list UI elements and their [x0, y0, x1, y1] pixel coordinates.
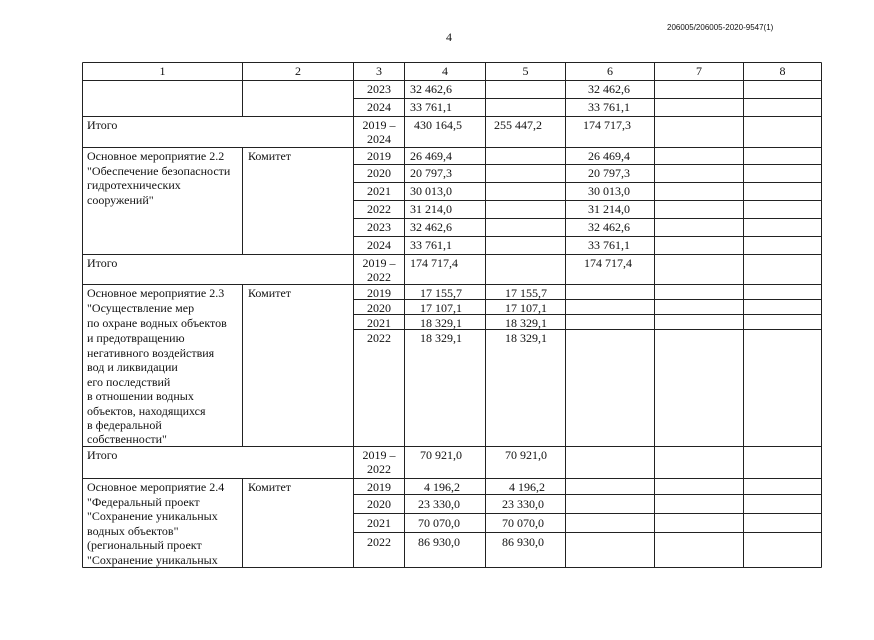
- value-cell: 18 329,1: [420, 331, 462, 345]
- measure-title: водных объектов": [87, 523, 179, 538]
- value-cell: 23 330,0: [502, 497, 544, 511]
- measure-title: в федеральной: [87, 418, 162, 432]
- measure-title: "Федеральный проект: [87, 494, 200, 509]
- value-cell: 174 717,4: [584, 256, 632, 270]
- year-cell: 2023: [367, 220, 391, 234]
- value-cell: 31 214,0: [588, 202, 630, 216]
- year-cell: 2024: [367, 238, 391, 252]
- measure-title: Основное мероприятие 2.4: [87, 480, 225, 494]
- value-cell: 17 155,7: [505, 286, 547, 300]
- header-col-8: 8: [779, 64, 786, 78]
- measure-title: "Обеспечение безопасности: [87, 163, 231, 178]
- year-cell: 2021: [367, 316, 391, 330]
- value-cell: 86 930,0: [502, 535, 544, 549]
- year-cell: 2022: [367, 202, 391, 216]
- measure-title: вод и ликвидации: [87, 360, 178, 374]
- measure-title: его последствий: [87, 374, 171, 389]
- executor-cell: Комитет: [248, 149, 292, 163]
- measure-title: Основное мероприятие 2.3: [87, 286, 225, 300]
- year-cell: 2021: [367, 184, 391, 198]
- year-cell: 2022: [367, 331, 391, 345]
- value-cell: 17 107,1: [505, 301, 547, 315]
- header-col-3: 3: [376, 64, 382, 78]
- period-start: 2019 –: [362, 118, 396, 132]
- year-cell: 2019: [367, 149, 391, 163]
- value-cell: 23 330,0: [418, 497, 460, 511]
- value-cell: 4 196,2: [424, 480, 460, 494]
- year-cell: 2024: [367, 100, 391, 114]
- period-end: 2024: [367, 132, 391, 146]
- value-cell: 17 155,7: [420, 286, 462, 300]
- value-cell: 33 761,1: [410, 100, 452, 114]
- measure-title: в отношении водных: [87, 389, 194, 403]
- value-cell: 33 761,1: [588, 100, 630, 114]
- value-cell: 18 329,1: [420, 316, 462, 330]
- header-col-2: 2: [295, 64, 301, 78]
- document-id: 206005/206005-2020-9547(1): [667, 23, 774, 32]
- year-cell: 2019: [367, 480, 391, 494]
- header-col-5: 5: [522, 64, 529, 78]
- measure-title: "Осуществление мер: [87, 301, 195, 315]
- total-label: Итого: [87, 118, 118, 132]
- value-cell: 32 462,6: [410, 220, 452, 234]
- year-cell: 2023: [367, 82, 391, 96]
- page-number: 4: [446, 30, 452, 44]
- measure-title: гидротехнических: [87, 178, 181, 192]
- measure-title: и предотвращению: [87, 331, 185, 345]
- total-label: Итого: [87, 448, 118, 462]
- value-cell: 86 930,0: [418, 535, 460, 549]
- value-cell: 70 921,0: [420, 448, 462, 462]
- header-col-7: 7: [696, 64, 702, 78]
- measure-title: объектов, находящихся: [87, 403, 206, 418]
- value-cell: 32 462,6: [588, 220, 630, 234]
- measure-title: негативного воздействия: [87, 345, 215, 360]
- executor-cell: Комитет: [248, 286, 292, 300]
- value-cell: 255 447,2: [494, 118, 542, 132]
- measure-title: Основное мероприятие 2.2: [87, 149, 225, 163]
- header-col-1: 1: [159, 64, 166, 78]
- value-cell: 30 013,0: [410, 184, 452, 198]
- measure-title: "Сохранение уникальных: [87, 552, 218, 567]
- value-cell: 20 797,3: [588, 166, 630, 180]
- value-cell: 30 013,0: [588, 184, 630, 198]
- value-cell: 17 107,1: [420, 301, 462, 315]
- value-cell: 174 717,3: [583, 118, 631, 132]
- value-cell: 26 469,4: [410, 149, 452, 163]
- value-cell: 70 070,0: [418, 516, 460, 530]
- period-end: 2022: [367, 270, 391, 284]
- period-start: 2019 –: [362, 448, 396, 462]
- year-cell: 2021: [367, 516, 391, 530]
- year-cell: 2019: [367, 286, 391, 300]
- period-start: 2019 –: [362, 256, 396, 270]
- measure-title: по охране водных объектов: [87, 316, 227, 330]
- period-end: 2022: [367, 462, 391, 476]
- value-cell: 18 329,1: [505, 331, 547, 345]
- value-cell: 20 797,3: [410, 166, 452, 180]
- value-cell: 26 469,4: [588, 149, 630, 163]
- value-cell: 18 329,1: [505, 316, 547, 330]
- measure-title: "Сохранение уникальных: [87, 509, 218, 523]
- value-cell: 32 462,6: [588, 82, 630, 96]
- year-cell: 2020: [367, 301, 391, 315]
- value-cell: 33 761,1: [588, 238, 630, 252]
- year-cell: 2022: [367, 535, 391, 549]
- value-cell: 33 761,1: [410, 238, 452, 252]
- header-col-4: 4: [442, 64, 448, 78]
- year-cell: 2020: [367, 166, 391, 180]
- measure-title: (региональный проект: [87, 538, 202, 552]
- year-cell: 2020: [367, 497, 391, 511]
- value-cell: 174 717,4: [410, 256, 458, 270]
- value-cell: 32 462,6: [410, 82, 452, 96]
- value-cell: 31 214,0: [410, 202, 452, 216]
- header-col-6: 6: [607, 64, 613, 78]
- measure-title: сооружений": [87, 192, 154, 207]
- value-cell: 70 921,0: [505, 448, 547, 462]
- total-label: Итого: [87, 256, 118, 270]
- value-cell: 430 164,5: [414, 118, 462, 132]
- executor-cell: Комитет: [248, 480, 292, 494]
- measure-title: собственности": [87, 432, 167, 446]
- value-cell: 4 196,2: [509, 480, 545, 494]
- value-cell: 70 070,0: [502, 516, 544, 530]
